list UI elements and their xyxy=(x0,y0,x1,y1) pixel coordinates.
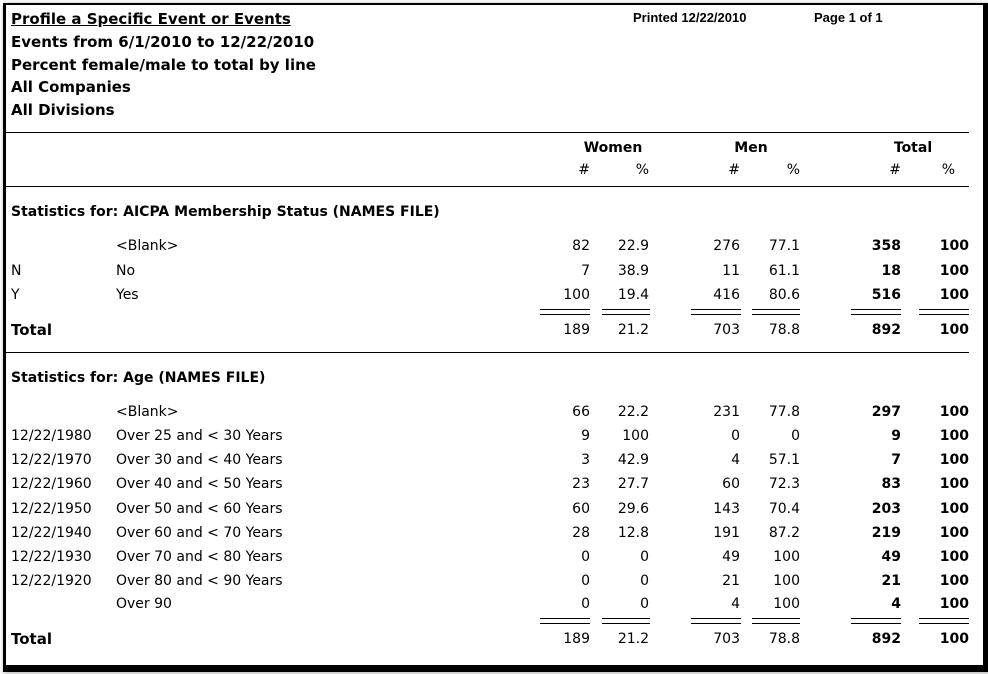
double-underline xyxy=(540,309,590,315)
double-underline xyxy=(919,618,969,624)
double-underline xyxy=(752,618,800,624)
men-percent: 72.3 xyxy=(768,476,800,492)
header-divider xyxy=(6,132,969,133)
total-count: 7 xyxy=(891,452,901,468)
date-range: Events from 6/1/2010 to 12/22/2010 xyxy=(11,33,315,51)
total-percent: 100 xyxy=(939,238,969,254)
men-percent-subheader: % xyxy=(786,162,800,178)
column-header-divider xyxy=(6,186,969,187)
men-percent: 78.8 xyxy=(768,322,800,338)
men-percent: 61.1 xyxy=(768,263,800,279)
women-count: 0 xyxy=(581,573,590,589)
total-count: 516 xyxy=(871,287,901,303)
table-row xyxy=(6,448,969,472)
women-count: 66 xyxy=(572,404,590,420)
total-count: 892 xyxy=(871,322,901,338)
women-percent: 29.6 xyxy=(617,501,649,517)
total-count: 49 xyxy=(881,549,901,565)
women-percent: 0 xyxy=(640,573,649,589)
total-count: 4 xyxy=(891,596,901,612)
total-percent: 100 xyxy=(939,501,969,517)
row-code: 12/22/1980 xyxy=(11,428,92,444)
women-count: 23 xyxy=(572,476,590,492)
total-count: 203 xyxy=(871,501,901,517)
men-count: 0 xyxy=(731,428,740,444)
row-label: Over 90 xyxy=(116,596,172,612)
section-divider xyxy=(6,352,969,353)
women-percent: 100 xyxy=(622,428,649,444)
total-percent: 100 xyxy=(939,322,969,338)
women-percent: 27.7 xyxy=(617,476,649,492)
men-count: 143 xyxy=(713,501,740,517)
women-count: 0 xyxy=(581,549,590,565)
row-label: Yes xyxy=(116,287,139,303)
total-percent: 100 xyxy=(939,404,969,420)
total-count: 21 xyxy=(881,573,901,589)
women-count: 0 xyxy=(581,596,590,612)
double-underline xyxy=(602,618,650,624)
men-percent: 70.4 xyxy=(768,501,800,517)
section-title: Statistics for: Age (NAMES FILE) xyxy=(11,370,266,386)
table-row xyxy=(6,424,969,448)
row-code: Y xyxy=(11,287,20,303)
row-label: Over 70 and < 80 Years xyxy=(116,549,283,565)
printed-date: Printed 12/22/2010 xyxy=(633,10,747,25)
men-percent: 100 xyxy=(773,573,800,589)
women-percent: 42.9 xyxy=(617,452,649,468)
row-label: Over 40 and < 50 Years xyxy=(116,476,283,492)
double-underline xyxy=(919,309,969,315)
women-percent: 21.2 xyxy=(617,322,649,338)
total-percent: 100 xyxy=(939,549,969,565)
total-count-subheader: # xyxy=(889,162,901,178)
women-percent: 0 xyxy=(640,549,649,565)
women-percent: 19.4 xyxy=(617,287,649,303)
report-document xyxy=(6,5,969,658)
total-label: Total xyxy=(11,630,52,648)
men-percent: 77.8 xyxy=(768,404,800,420)
row-label: <Blank> xyxy=(116,404,179,420)
total-percent: 100 xyxy=(939,287,969,303)
men-count: 11 xyxy=(722,263,740,279)
divisions-filter: All Divisions xyxy=(11,101,115,119)
double-underline xyxy=(752,309,800,315)
women-count: 82 xyxy=(572,238,590,254)
men-count: 416 xyxy=(713,287,740,303)
women-percent: 38.9 xyxy=(617,263,649,279)
total-count: 83 xyxy=(881,476,901,492)
table-row xyxy=(6,472,969,496)
women-column-header: Women xyxy=(583,140,643,156)
row-code: 12/22/1970 xyxy=(11,452,92,468)
men-count: 49 xyxy=(722,549,740,565)
total-percent: 100 xyxy=(939,631,969,647)
women-count: 28 xyxy=(572,525,590,541)
women-count: 100 xyxy=(563,287,590,303)
total-count: 297 xyxy=(871,404,901,420)
report-title: Profile a Specific Event or Events xyxy=(11,10,291,28)
women-count: 60 xyxy=(572,501,590,517)
women-count-subheader: # xyxy=(578,162,590,178)
row-label: Over 80 and < 90 Years xyxy=(116,573,283,589)
row-code: N xyxy=(11,263,22,279)
double-underline xyxy=(691,309,741,315)
row-label: Over 30 and < 40 Years xyxy=(116,452,283,468)
total-percent: 100 xyxy=(939,428,969,444)
table-row xyxy=(6,545,969,569)
table-row xyxy=(6,521,969,545)
women-percent-subheader: % xyxy=(635,162,649,178)
men-percent: 57.1 xyxy=(768,452,800,468)
women-percent: 22.9 xyxy=(617,238,649,254)
row-label: Over 25 and < 30 Years xyxy=(116,428,283,444)
row-label: No xyxy=(116,263,136,279)
men-count-subheader: # xyxy=(728,162,740,178)
double-underline xyxy=(602,309,650,315)
men-percent: 77.1 xyxy=(768,238,800,254)
men-count: 60 xyxy=(722,476,740,492)
men-count: 231 xyxy=(713,404,740,420)
double-underline xyxy=(851,618,901,624)
double-underline xyxy=(540,618,590,624)
total-percent: 100 xyxy=(939,476,969,492)
total-row xyxy=(6,627,969,651)
men-count: 703 xyxy=(713,322,740,338)
total-percent: 100 xyxy=(939,452,969,468)
women-count: 9 xyxy=(581,428,590,444)
total-row xyxy=(6,318,969,342)
women-count: 3 xyxy=(581,452,590,468)
women-count: 189 xyxy=(563,322,590,338)
row-label: Over 50 and < 60 Years xyxy=(116,501,283,517)
total-percent: 100 xyxy=(939,525,969,541)
table-row xyxy=(6,592,969,616)
total-count: 18 xyxy=(881,263,901,279)
table-row xyxy=(6,569,969,593)
total-count: 219 xyxy=(871,525,901,541)
table-row xyxy=(6,234,969,258)
total-column-header: Total xyxy=(893,140,933,156)
men-percent: 100 xyxy=(773,549,800,565)
report-subtitle: Percent female/male to total by line xyxy=(11,56,316,74)
men-count: 191 xyxy=(713,525,740,541)
row-code: 12/22/1920 xyxy=(11,573,92,589)
men-count: 703 xyxy=(713,631,740,647)
women-count: 7 xyxy=(581,263,590,279)
total-count: 892 xyxy=(871,631,901,647)
total-percent: 100 xyxy=(939,263,969,279)
companies-filter: All Companies xyxy=(11,78,131,96)
row-code: 12/22/1940 xyxy=(11,525,92,541)
total-percent: 100 xyxy=(939,596,969,612)
men-percent: 78.8 xyxy=(768,631,800,647)
total-percent: 100 xyxy=(939,573,969,589)
row-code: 12/22/1930 xyxy=(11,549,92,565)
women-count: 189 xyxy=(563,631,590,647)
double-underline xyxy=(691,618,741,624)
table-row xyxy=(6,497,969,521)
men-percent: 100 xyxy=(773,596,800,612)
total-count: 9 xyxy=(891,428,901,444)
men-count: 21 xyxy=(722,573,740,589)
row-code: 12/22/1960 xyxy=(11,476,92,492)
men-percent: 80.6 xyxy=(768,287,800,303)
women-percent: 21.2 xyxy=(617,631,649,647)
women-percent: 22.2 xyxy=(617,404,649,420)
row-code: 12/22/1950 xyxy=(11,501,92,517)
table-row xyxy=(6,259,969,283)
row-label: Over 60 and < 70 Years xyxy=(116,525,283,541)
double-underline xyxy=(851,309,901,315)
men-count: 4 xyxy=(731,596,740,612)
men-column-header: Men xyxy=(734,140,768,156)
section-title: Statistics for: AICPA Membership Status (NAMES FILE) xyxy=(11,204,440,220)
page-number: Page 1 of 1 xyxy=(814,10,883,25)
table-row xyxy=(6,283,969,307)
total-percent-subheader: % xyxy=(941,162,955,178)
row-label: <Blank> xyxy=(116,238,179,254)
total-label: Total xyxy=(11,321,52,339)
table-row xyxy=(6,400,969,424)
men-percent: 87.2 xyxy=(768,525,800,541)
total-count: 358 xyxy=(871,238,901,254)
men-percent: 0 xyxy=(791,428,800,444)
women-percent: 12.8 xyxy=(617,525,649,541)
men-count: 276 xyxy=(713,238,740,254)
men-count: 4 xyxy=(731,452,740,468)
women-percent: 0 xyxy=(640,596,649,612)
